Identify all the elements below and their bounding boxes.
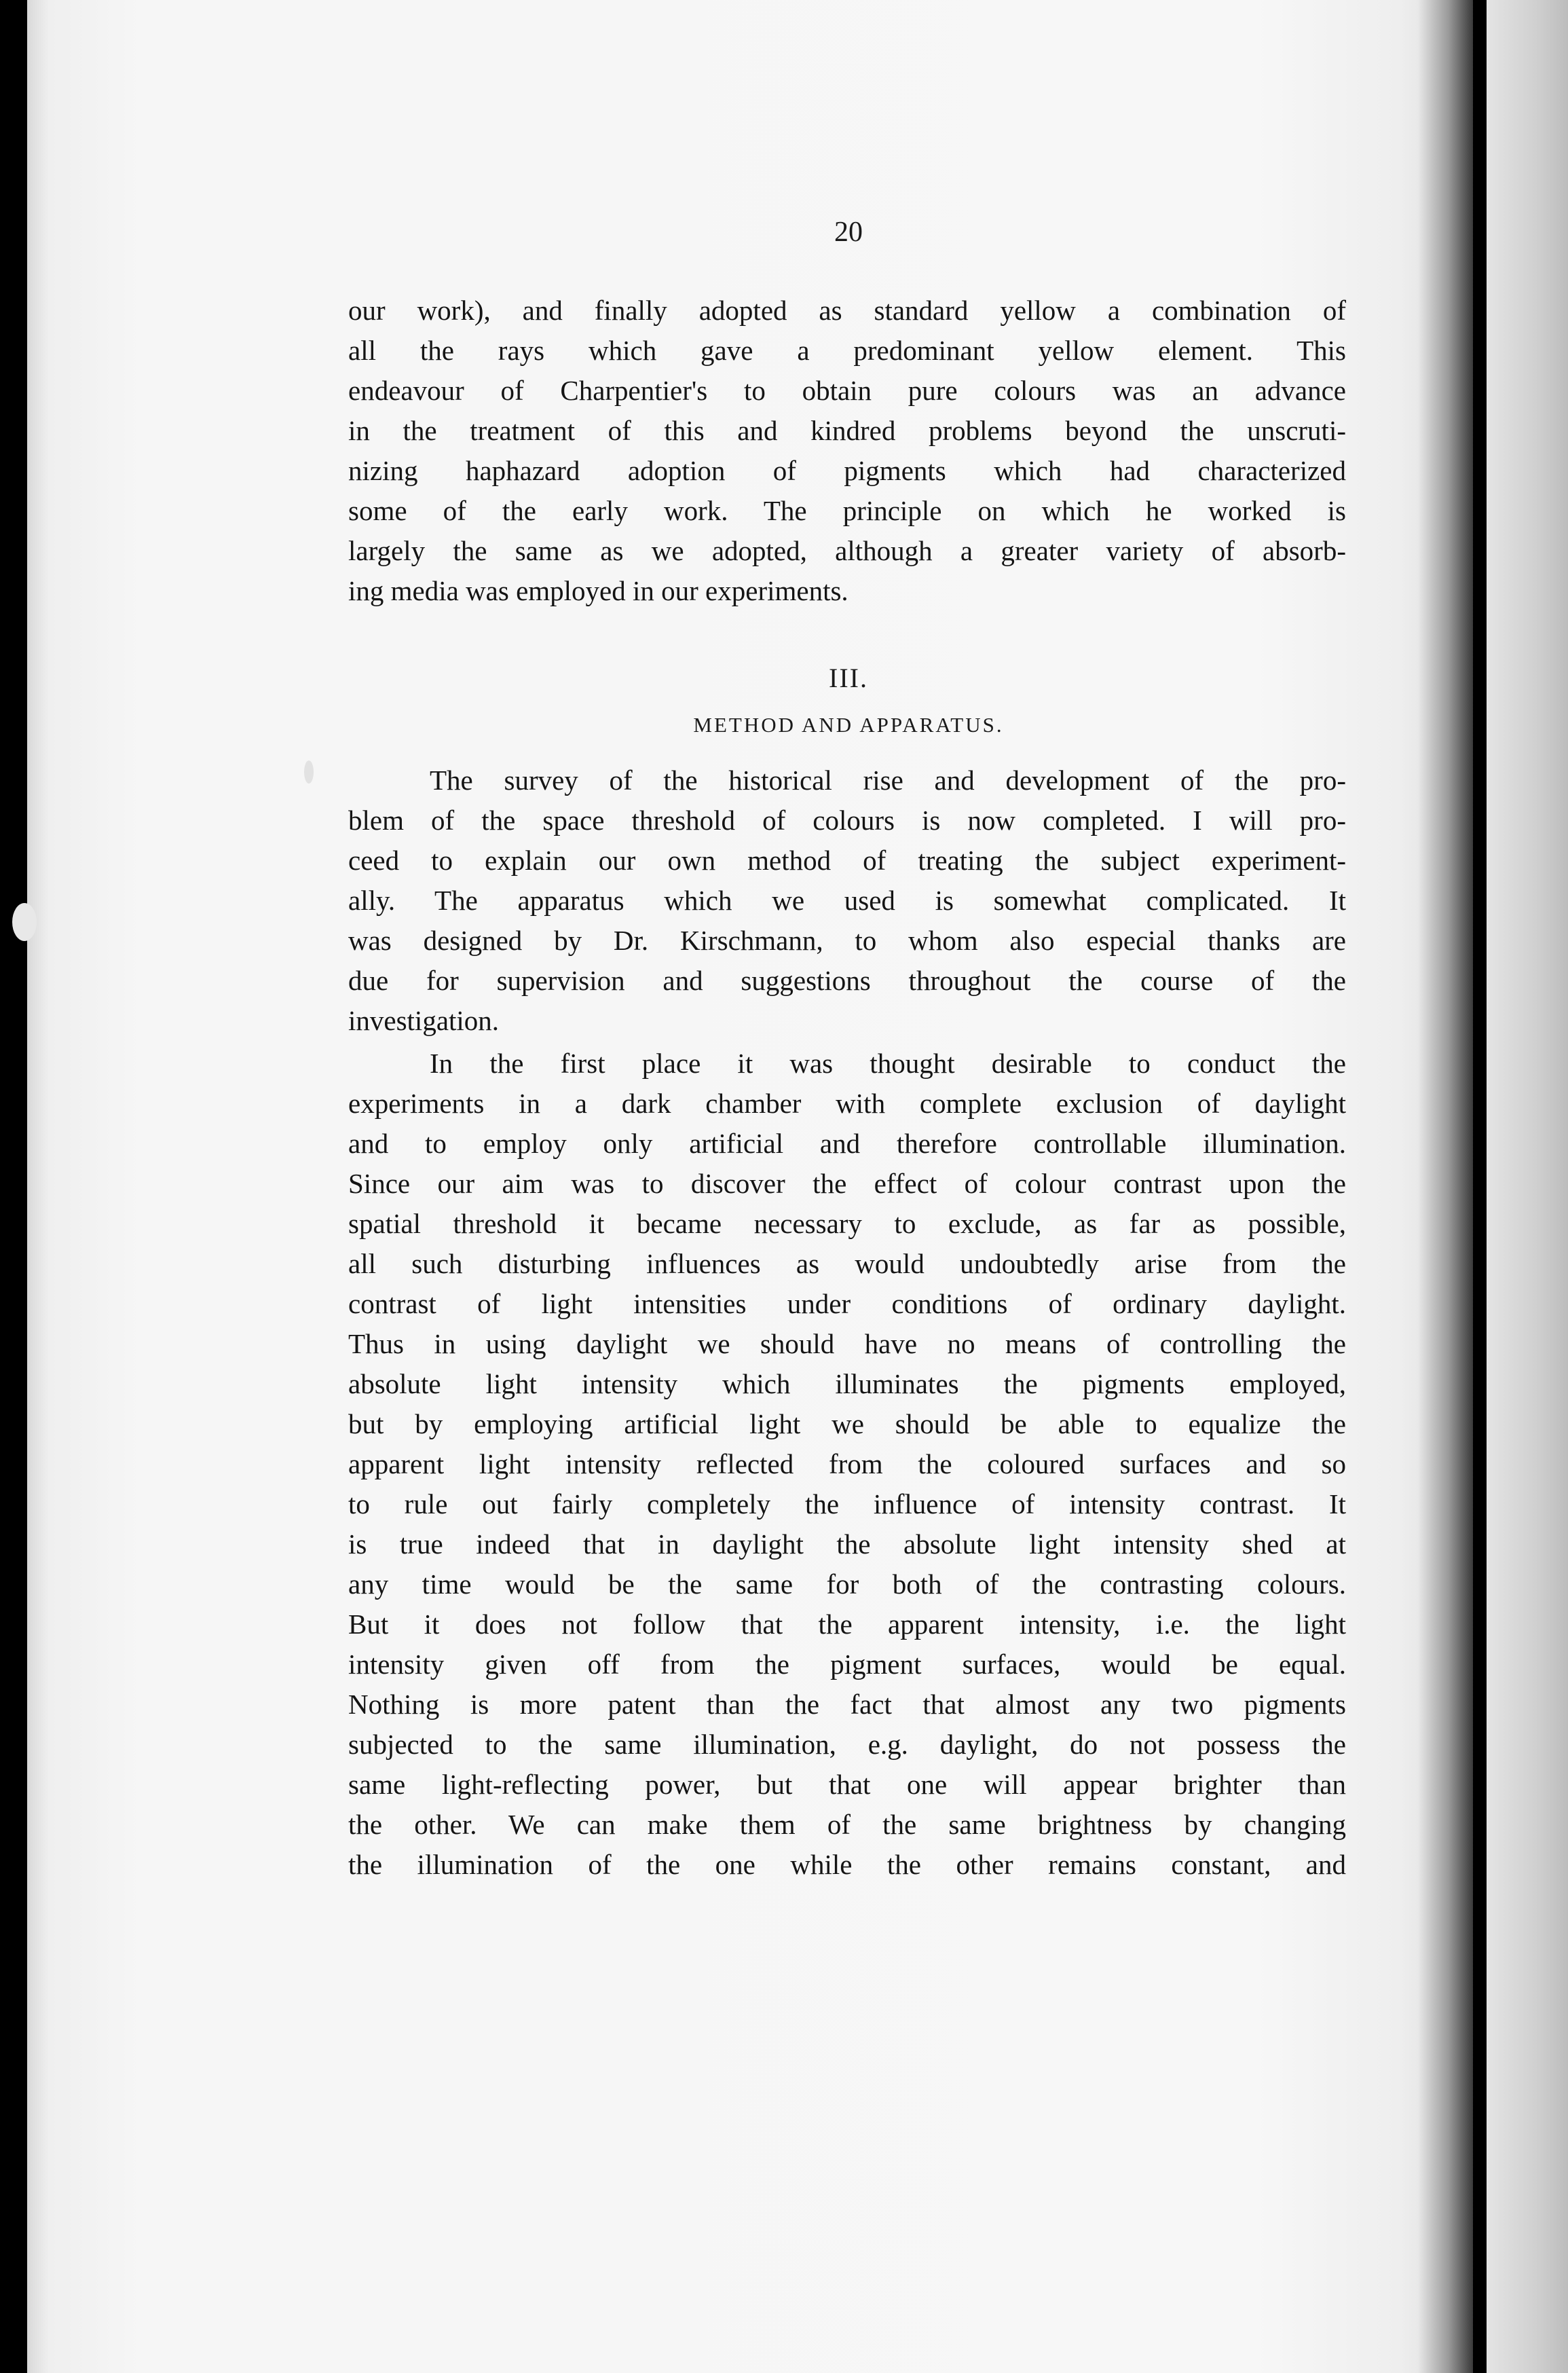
text-line: investigation.	[348, 1005, 500, 1036]
paragraph-method	[348, 1044, 1346, 1885]
text-line: was designed by Dr. Kirschmann, to whom also especial thanks are	[348, 925, 1346, 956]
text-line: nizing haphazard adoption of pigments which had characterized	[348, 455, 1346, 486]
text-line: spatial threshold it became necessary to exclude, as far as possible,	[348, 1208, 1346, 1239]
paragraph-continuation	[348, 291, 1346, 611]
text-line: same light-reflecting power, but that one will appear brighter than	[348, 1769, 1346, 1800]
text-line: But it does not follow that the apparent intensity, i.e. the light	[348, 1608, 1346, 1640]
text-line: all the rays which gave a predominant yellow element. This	[348, 335, 1346, 366]
text-line: apparent light intensity reflected from the coloured surfaces and so	[348, 1448, 1346, 1479]
text-line: and to employ only artificial and therefore controllable illumination.	[348, 1128, 1346, 1159]
text-line: to rule out fairly completely the influence of intensity contrast. It	[348, 1488, 1346, 1520]
text-line: the other. We can make them of the same brightness by changing	[348, 1809, 1346, 1840]
text-line: Since our aim was to discover the effect of colour contrast upon the	[348, 1168, 1346, 1199]
text-line: contrast of light intensities under conditions of ordinary daylight.	[348, 1288, 1346, 1319]
text-line: largely the same as we adopted, although a greater variety of absorb-	[348, 535, 1346, 566]
text-line: ally. The apparatus which we used is somewhat complicated. It	[348, 885, 1346, 916]
text-line: ing media was employed in our experiments.	[348, 575, 848, 606]
page-number: 20	[834, 217, 863, 248]
text-line: intensity given off from the pigment surfaces, would be equal.	[348, 1649, 1346, 1680]
text-line: subjected to the same illumination, e.g. daylight, do not possess the	[348, 1729, 1346, 1760]
text-line: Nothing is more patent than the fact that almost any two pigments	[348, 1689, 1346, 1720]
text-line: absolute light intensity which illuminates the pigments employed,	[348, 1368, 1346, 1399]
text-line: endeavour of Charpentier's to obtain pure colours was an advance	[348, 375, 1346, 406]
text-line: the illumination of the one while the other remains constant, and	[348, 1849, 1346, 1880]
text-line: any time would be the same for both of the contrasting colours.	[348, 1568, 1346, 1600]
paper-speck	[12, 903, 37, 941]
text-line: Thus in using daylight we should have no means of controlling the	[348, 1328, 1346, 1359]
text-line: In the first place it was thought desirable to conduct the	[430, 1048, 1346, 1079]
paragraph-survey	[348, 760, 1346, 1041]
text-line: all such disturbing influences as would undoubtedly arise from the	[348, 1248, 1346, 1279]
adjacent-page-edge	[1487, 0, 1568, 2373]
text-line: ceed to explain our own method of treating the subject experiment-	[348, 845, 1346, 876]
text-line: our work), and finally adopted as standard yellow a combination of	[348, 295, 1346, 326]
text-line: blem of the space threshold of colours is now completed. I will pro-	[348, 805, 1346, 836]
paper-speck	[304, 760, 314, 784]
text-line: some of the early work. The principle on which he worked is	[348, 495, 1346, 526]
text-line: due for supervision and suggestions throughout the course of the	[348, 965, 1346, 996]
text-line: The survey of the historical rise and development of the pro-	[430, 765, 1346, 796]
text-line: in the treatment of this and kindred problems beyond the unscruti-	[348, 415, 1346, 446]
text-line: is true indeed that in daylight the absolute light intensity shed at	[348, 1528, 1346, 1560]
text-line: but by employing artificial light we should be able to equalize the	[348, 1408, 1346, 1439]
text-line: experiments in a dark chamber with complete exclusion of daylight	[348, 1088, 1346, 1119]
section-number: III.	[829, 663, 868, 693]
book-spine-shadow	[1419, 0, 1473, 2373]
section-title: METHOD AND APPARATUS.	[693, 713, 1004, 737]
